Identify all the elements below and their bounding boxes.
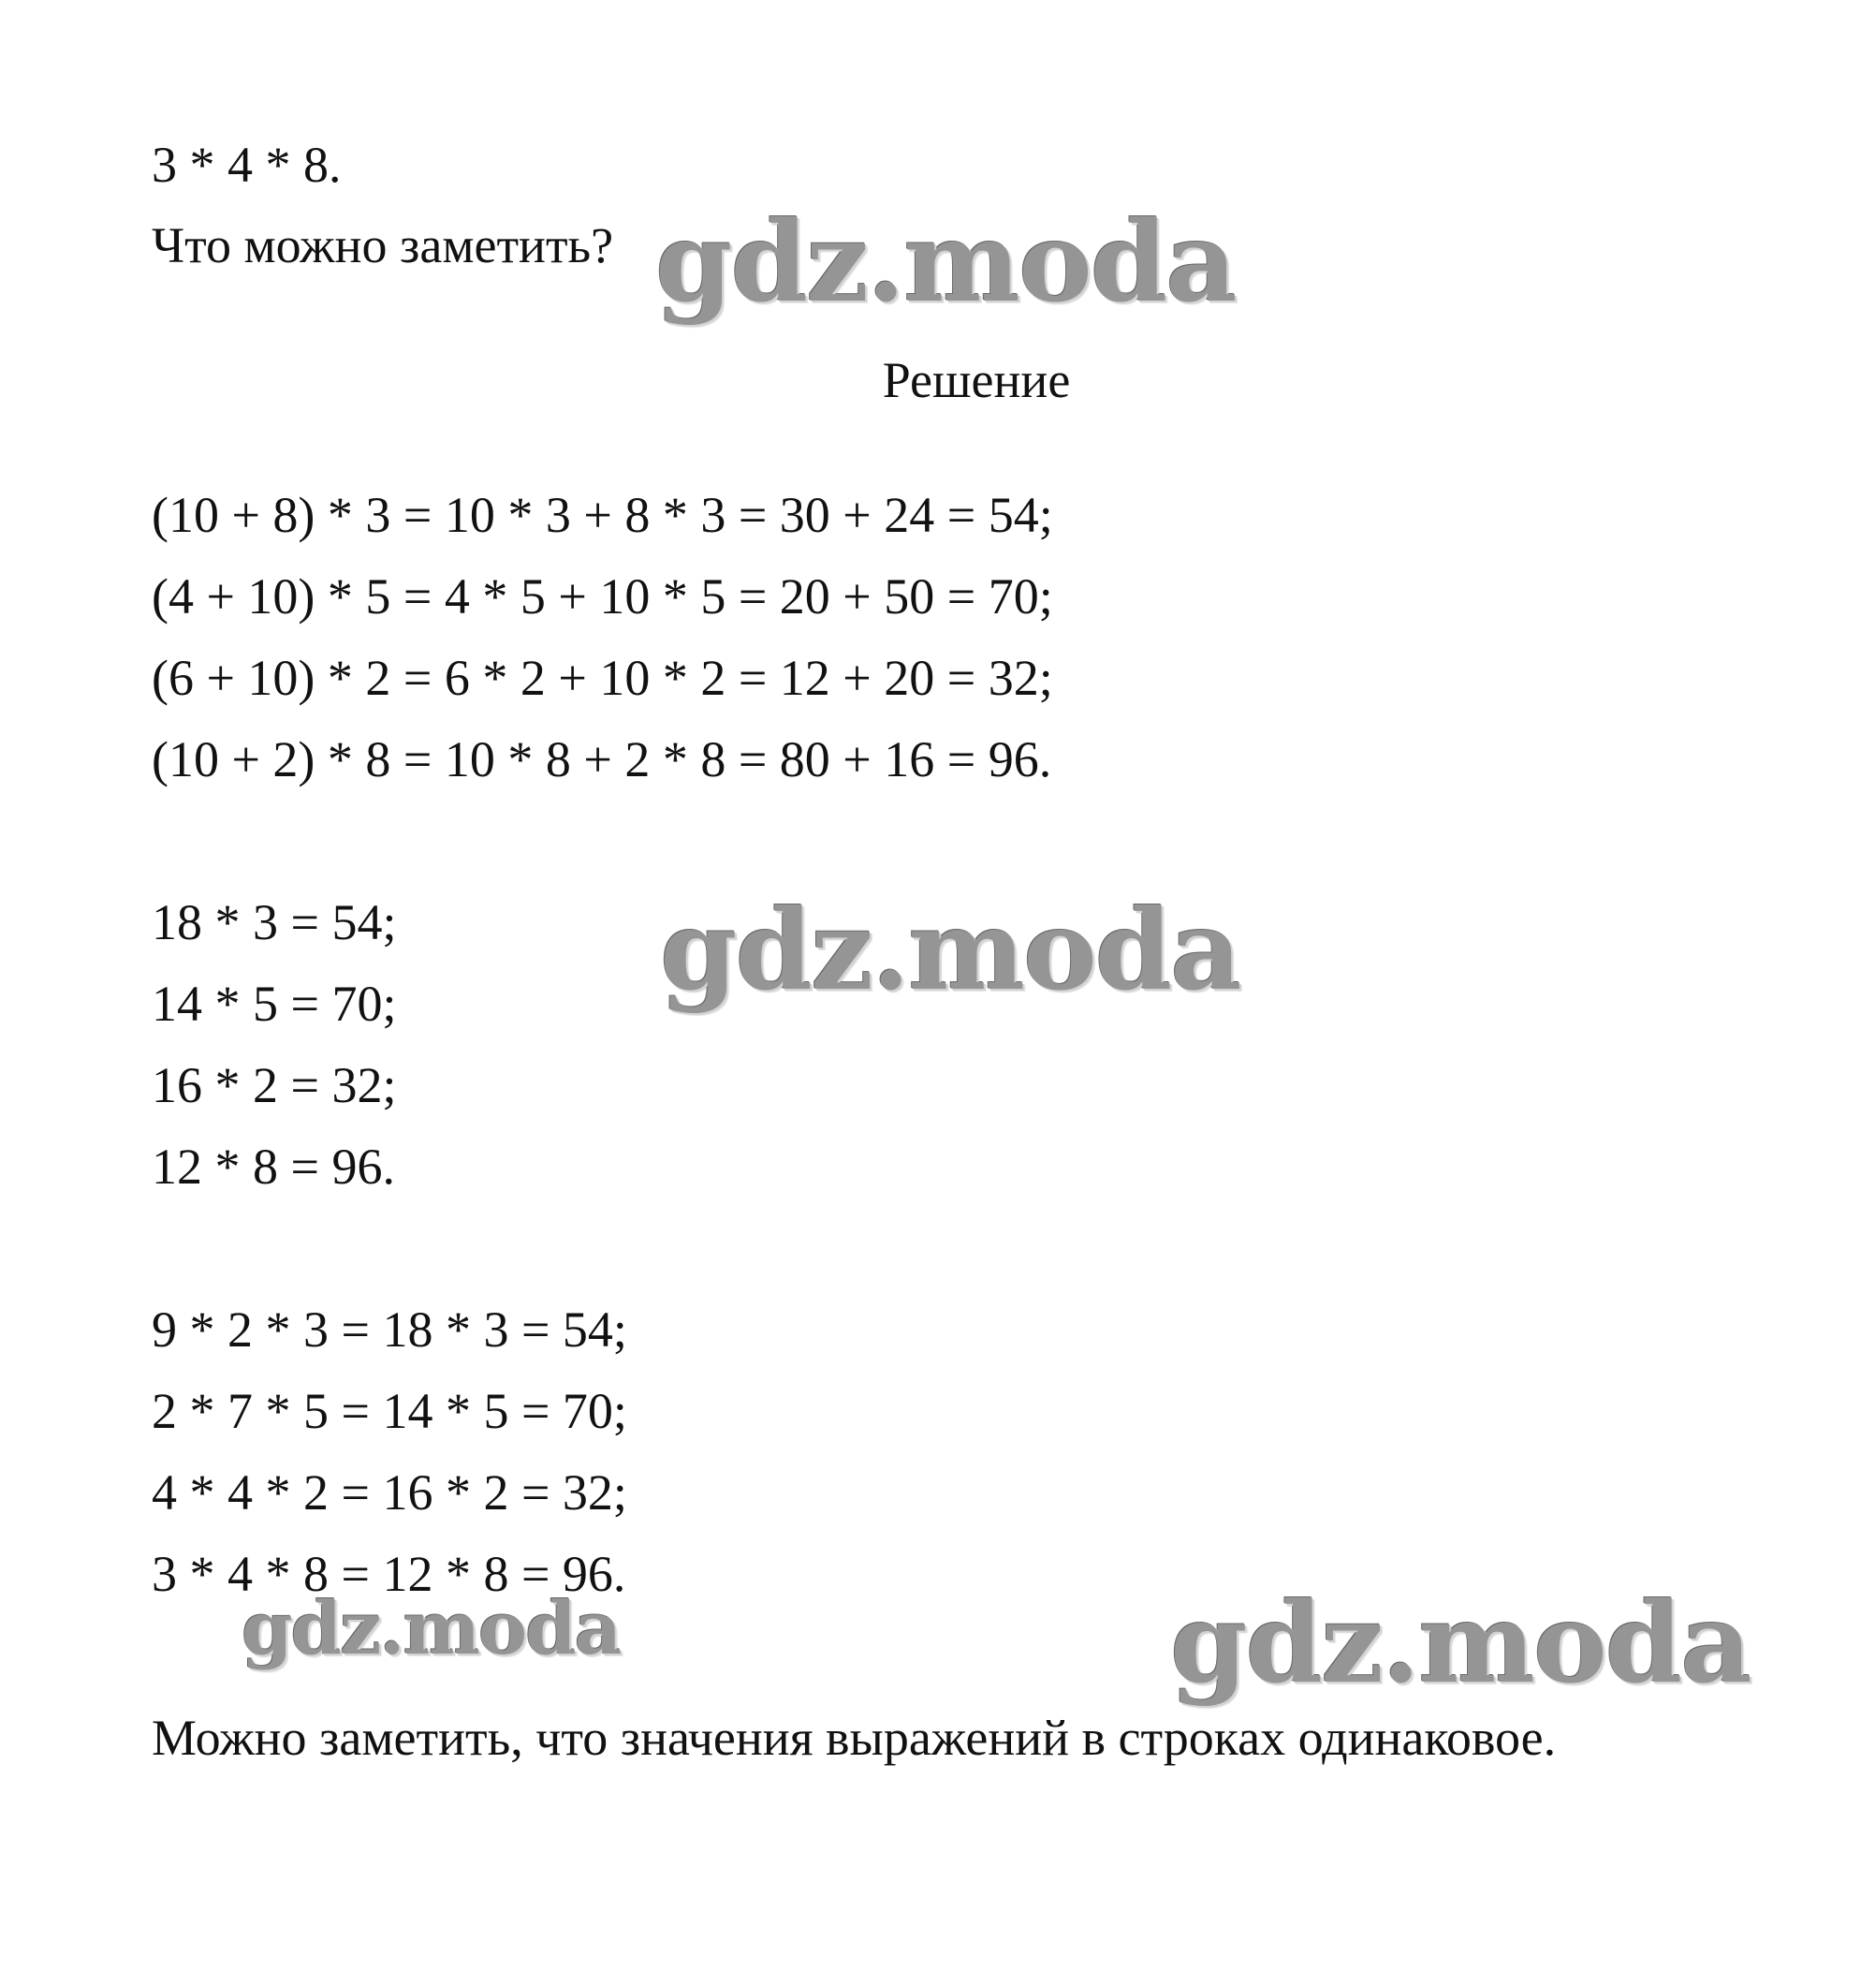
group1-line-2: (4 + 10) * 5 = 4 * 5 + 10 * 5 = 20 + 50 = 70; xyxy=(152,568,1053,625)
group3-line-1: 9 * 2 * 3 = 18 * 3 = 54; xyxy=(152,1301,627,1358)
group3-line-2: 2 * 7 * 5 = 14 * 5 = 70; xyxy=(152,1383,627,1439)
group1-line-3: (6 + 10) * 2 = 6 * 2 + 10 * 2 = 12 + 20 = 32; xyxy=(152,650,1053,706)
conclusion-text: Можно заметить, что значения выражений в строках одинаковое. xyxy=(152,1710,1557,1766)
group2-line-1: 18 * 3 = 54; xyxy=(152,894,397,950)
group2-line-3: 16 * 2 = 32; xyxy=(152,1057,397,1113)
watermark-gdz-moda-1: gdz.moda xyxy=(655,197,1236,327)
group3-line-4: 3 * 4 * 8 = 12 * 8 = 96. xyxy=(152,1546,626,1602)
watermark-gdz-moda-3: gdz.moda xyxy=(242,1586,621,1671)
group2-line-2: 14 * 5 = 70; xyxy=(152,976,397,1032)
group1-line-4: (10 + 2) * 8 = 10 * 8 + 2 * 8 = 80 + 16 = 96. xyxy=(152,731,1052,787)
watermark-gdz-moda-2: gdz.moda xyxy=(660,885,1240,1015)
solution-heading: Решение xyxy=(882,352,1071,408)
task-line-last: 3 * 4 * 8. xyxy=(152,137,342,193)
watermark-gdz-moda-4: gdz.moda xyxy=(1170,1578,1751,1708)
group2-line-4: 12 * 8 = 96. xyxy=(152,1139,395,1195)
task-question: Что можно заметить? xyxy=(152,217,614,273)
group3-line-3: 4 * 4 * 2 = 16 * 2 = 32; xyxy=(152,1464,627,1521)
group1-line-1: (10 + 8) * 3 = 10 * 3 + 8 * 3 = 30 + 24 = 54; xyxy=(152,487,1053,543)
